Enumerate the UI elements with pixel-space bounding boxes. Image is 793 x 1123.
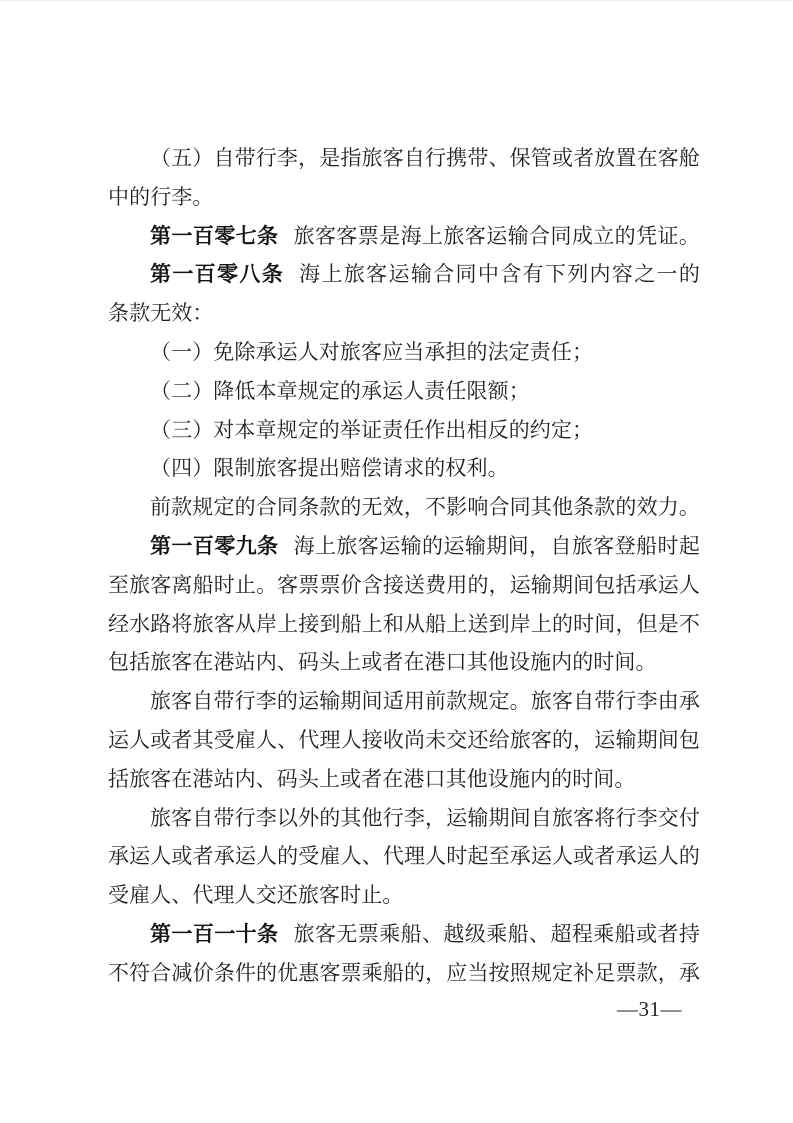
document-line: 承运人或者承运人的受雇人、代理人时起至承运人或者承运人的: [108, 844, 700, 869]
document-line: 运人或者其受雇人、代理人接收尚未交还给旅客的，运输期间包: [108, 727, 700, 752]
line-text: 海上旅客运输的运输期间，自旅客登船时起: [293, 533, 700, 558]
document-line: 括旅客在港站内、码头上或者在港口其他设施内的时间。: [108, 766, 636, 791]
article-number: 第一百零七条: [150, 223, 279, 248]
article-number: 第一百一十条: [150, 921, 279, 946]
document-line: 经水路将旅客从岸上接到船上和从船上送到岸上的时间，但是不: [108, 611, 700, 636]
document-line: [108, 255, 700, 294]
line-text: 旅客无票乘船、越级乘船、超程乘船或者持: [293, 921, 700, 946]
document-line: （五）自带行李，是指旅客自行携带、保管或者放置在客舱: [150, 146, 700, 170]
line-text: 旅客客票是海上旅客运输合同成立的凭证。: [293, 223, 700, 248]
document-line: [108, 217, 700, 256]
page-number: —31—: [617, 997, 682, 1021]
document-line: （四）限制旅客提出赔偿请求的权利。: [150, 456, 509, 481]
document-line: （二）降低本章规定的承运人责任限额；: [150, 378, 530, 403]
document-line: 旅客自带行李的运输期间适用前款规定。旅客自带行李由承: [150, 689, 700, 714]
article-number: 第一百零八条: [150, 262, 285, 287]
document-line: （一）免除承运人对旅客应当承担的法定责任；: [150, 339, 594, 364]
document-line: 至旅客离船时止。客票票价含接送费用的，运输期间包括承运人: [108, 572, 700, 597]
document-line: [108, 527, 700, 566]
document-line: 前款规定的合同条款的无效，不影响合同其他条款的效力。: [150, 495, 700, 520]
document-line: （三）对本章规定的举证责任作出相反的约定；: [150, 417, 594, 442]
document-line: [108, 915, 700, 954]
document-line: 包括旅客在港站内、码头上或者在港口其他设施内的时间。: [108, 650, 657, 675]
document-line: 旅客自带行李以外的其他行李，运输期间自旅客将行李交付: [150, 805, 700, 830]
line-text: 海上旅客运输合同中含有下列内容之一的: [299, 262, 700, 287]
document-line: 条款无效：: [108, 301, 214, 326]
document-body: [108, 139, 700, 993]
document-line: 受雇人、代理人交还旅客时止。: [108, 883, 404, 908]
document-line: 中的行李。: [108, 184, 214, 209]
article-number: 第一百零九条: [150, 533, 279, 558]
document-line: 不符合减价条件的优惠客票乘船的，应当按照规定补足票款，承: [108, 960, 700, 985]
